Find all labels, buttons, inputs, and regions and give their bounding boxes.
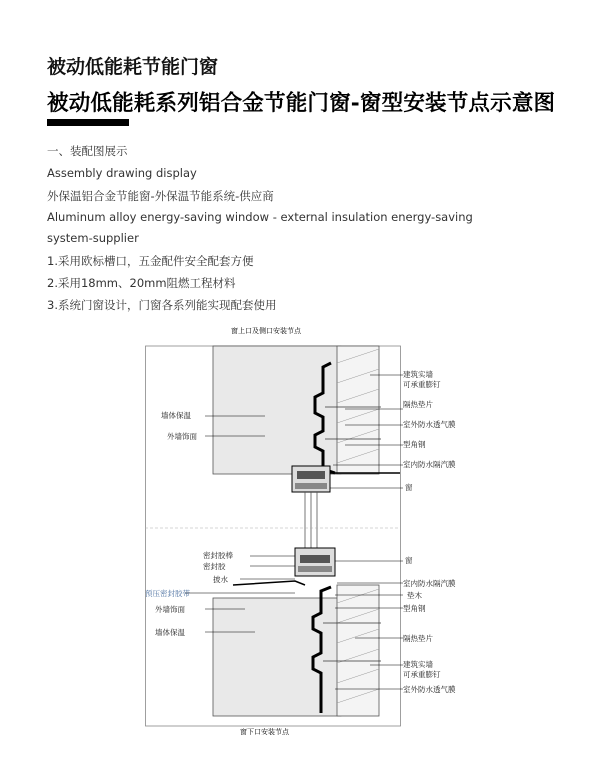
label-angle-steel: 型角钢	[403, 440, 426, 449]
label-window: 窗	[405, 556, 413, 565]
label-pad: 隔热垫片	[403, 400, 433, 409]
top-node-caption: 窗上口及侧口安装节点	[231, 327, 301, 335]
label-angle-steel: 型角钢	[403, 604, 426, 613]
label-seal-rod: 密封胶棒	[203, 551, 233, 560]
text-line: 外保温铝合金节能窗-外保温节能系统-供应商	[47, 189, 274, 203]
label-facade: 外墙饰面	[167, 432, 197, 441]
label-wood-pad: 垫木	[407, 591, 422, 600]
label-drip: 披水	[213, 575, 228, 584]
feature-item: 2.采用18mm、20mm阻燃工程材料	[47, 276, 236, 290]
feature-item: 1.采用欧标槽口，五金配件安全配套方便	[47, 254, 254, 268]
label-inner-membrane: 室内防水隔汽膜	[403, 460, 456, 469]
label-wall: 建筑实墙	[403, 370, 433, 379]
label-bolt: 可承重膨钉	[403, 670, 441, 679]
installation-node-diagram	[145, 323, 456, 738]
diagram-drawing	[145, 323, 445, 738]
label-sealant: 密封胶	[203, 562, 226, 571]
label-wall: 建筑实墙	[403, 660, 433, 669]
text-line: system-supplier	[47, 231, 139, 245]
label-window: 窗	[405, 483, 413, 492]
label-bolt: 可承重膨钉	[403, 380, 441, 389]
text-line: Assembly drawing display	[47, 166, 197, 180]
page-subtitle: 被动低能耗系列铝合金节能门窗-窗型安装节点示意图	[47, 91, 556, 116]
label-inner-membrane: 室内防水隔汽膜	[403, 579, 456, 588]
page-title: 被动低能耗节能门窗	[47, 56, 219, 78]
text-line: Aluminum alloy energy-saving window - external insulation energy-saving	[47, 210, 473, 224]
label-tape: 预压密封胶带	[145, 589, 190, 598]
feature-item: 3.系统门窗设计，门窗各系列能实现配套使用	[47, 298, 277, 312]
label-outer-membrane: 室外防水透气膜	[403, 685, 456, 694]
label-insulation: 墙体保温	[155, 628, 185, 637]
bottom-node-caption: 窗下口安装节点	[240, 728, 289, 736]
label-facade: 外墙饰面	[155, 605, 185, 614]
section-heading: 一、装配图展示	[47, 144, 128, 158]
label-outer-membrane: 室外防水透气膜	[403, 420, 456, 429]
title-underline-bar	[47, 119, 129, 126]
label-insulation: 墙体保温	[161, 411, 191, 420]
label-pad: 隔热垫片	[403, 634, 433, 643]
